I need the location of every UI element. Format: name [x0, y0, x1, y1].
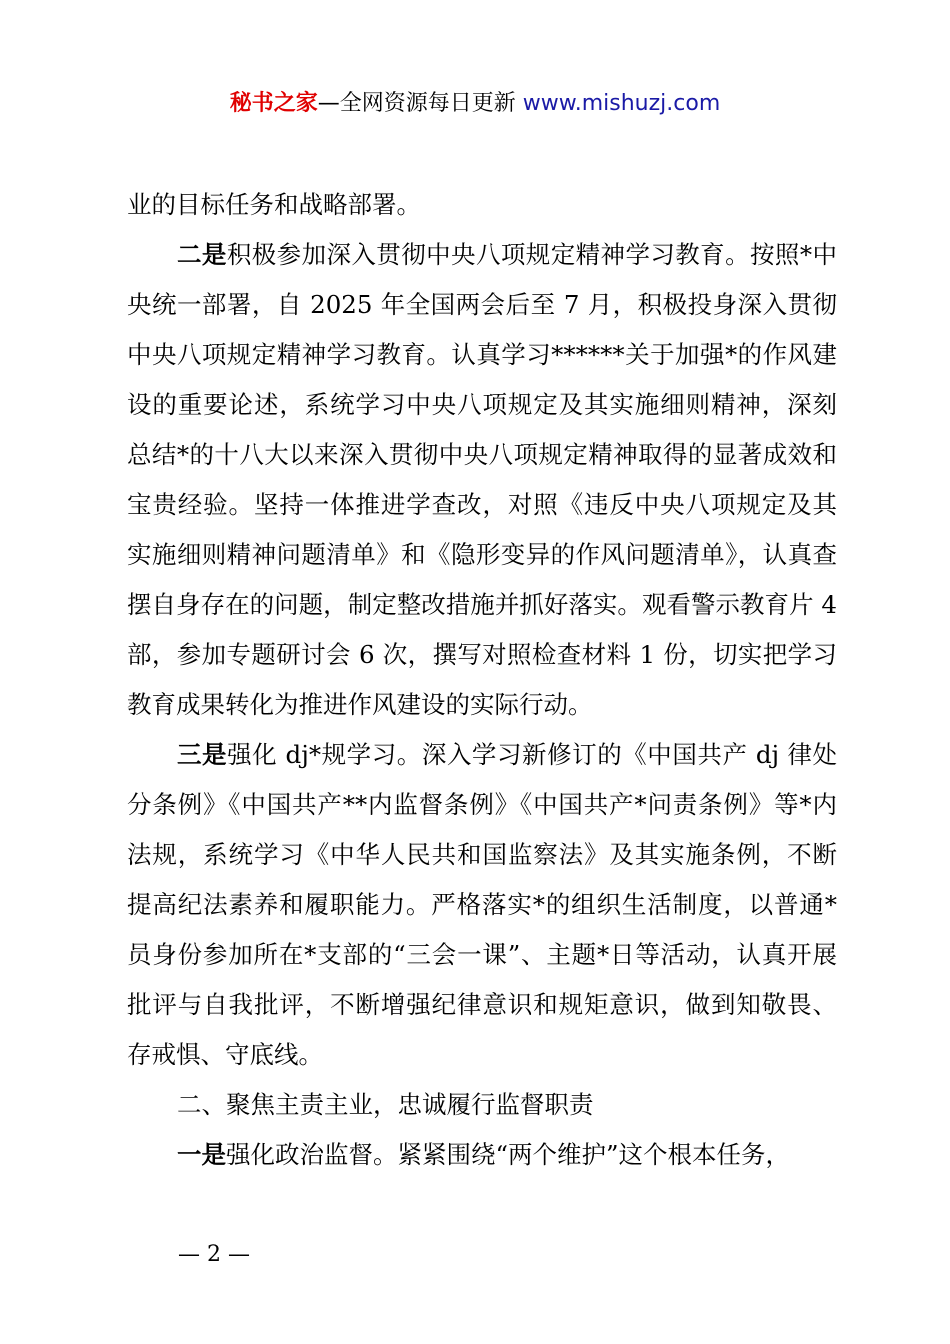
paragraph-lead: 二是: [177, 240, 227, 269]
section-heading-text: 二、聚焦主责主业，忠诚履行监督职责: [177, 1090, 594, 1119]
paragraph-lead: 三是: [177, 740, 228, 769]
page-number: — 2 —: [178, 1242, 250, 1267]
header-tagline: —全网资源每日更新: [317, 91, 516, 116]
paragraph-text: 强化政治监督。紧紧围绕“两个维护”这个根本任务，: [226, 1140, 791, 1169]
brand-name: 秘书之家: [229, 91, 318, 116]
paragraph-item-1: [127, 1130, 837, 1180]
paragraph-lead: 一是: [177, 1140, 226, 1169]
site-url[interactable]: www.mishuzj.com: [522, 91, 721, 116]
site-header: [0, 88, 950, 120]
paragraph-text: 业的目标任务和战略部署。: [127, 190, 421, 219]
paragraph-continuation: [127, 180, 837, 230]
paragraph-item-2: [127, 230, 837, 730]
document-body: [127, 180, 837, 1180]
section-heading: [127, 1080, 837, 1130]
paragraph-item-3: [127, 730, 837, 1080]
paragraph-text: 强化 dj*规学习。深入学习新修订的《中国共产 dj 律处分条例》《中国共产**内监督条例》《中国共产*问责条例》等*内法规，系统学习《中华人民共和国监察法》及其实施条例，不断提高纪法素养和履职能力。严格落实*的组织生活制度，以普通*员身份参加所在*支部的“三会一课”、主题*日等活动，认真开展批评与自我批评，不断增强纪律意识和规矩意识，做到知敬畏、存戒惧、守底线。: [127, 740, 838, 1069]
paragraph-text: 积极参加深入贯彻中央八项规定精神学习教育。按照*中央统一部署，自 2025 年全国两会后至 7 月，积极投身深入贯彻中央八项规定精神学习教育。认真学习******关于加强*的作风建设的重要论述，系统学习中央八项规定及其实施细则精神，深刻总结*的十八大以来深入贯彻中央八项规定精神取得的显著成效和宝贵经验。坚持一体推进学查改，对照《违反中央八项规定及其实施细则精神问题清单》和《隐形变异的作风问题清单》，认真查摆自身存在的问题，制定整改措施并抓好落实。观看警示教育片 4 部，参加专题研讨会 6 次，撰写对照检查材料 1 份，切实把学习教育成果转化为推进作风建设的实际行动。: [127, 240, 837, 719]
